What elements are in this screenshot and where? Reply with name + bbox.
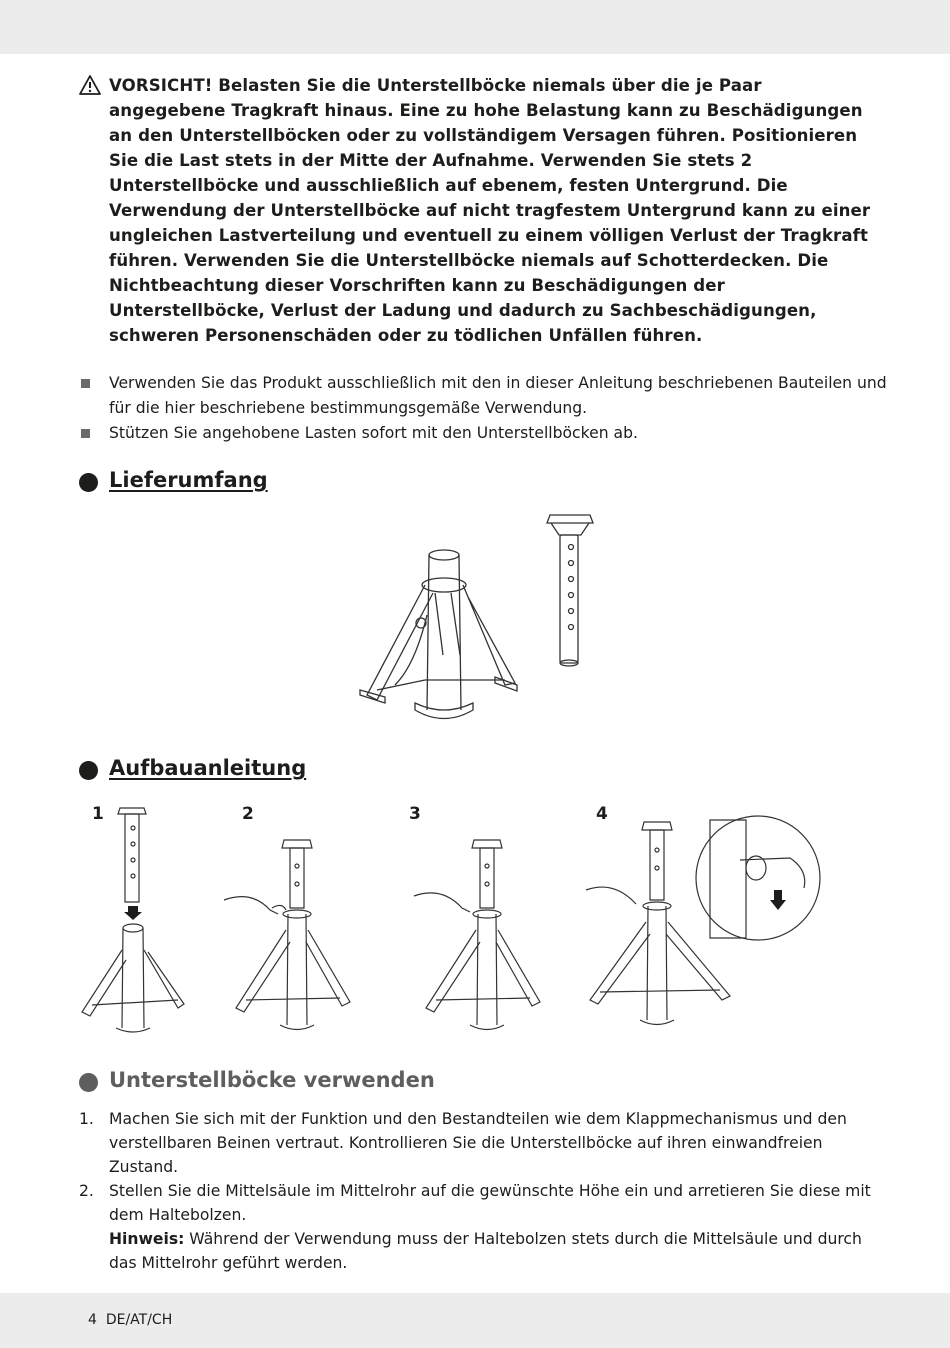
step-number: 1 (92, 804, 104, 824)
section-dot-icon (79, 473, 98, 492)
bullet-item (79, 421, 889, 446)
section-title: Unterstellböcke verwenden (109, 1068, 435, 1092)
list-text (109, 1179, 889, 1275)
page-number: 4 (88, 1312, 97, 1328)
arrow-down-icon (770, 890, 786, 910)
header-bar (0, 0, 950, 54)
list-number: 1. (79, 1110, 94, 1128)
center-column-drawing (547, 515, 593, 666)
step-number: 4 (596, 804, 608, 824)
step-2-illustration (222, 830, 352, 1035)
list-item (79, 1179, 889, 1275)
list-item (79, 1107, 889, 1179)
section-title: Lieferumfang (109, 468, 268, 492)
note-label: Hinweis: (109, 1230, 185, 1248)
step-number: 3 (409, 804, 421, 824)
list-number: 2. (79, 1182, 94, 1200)
detail-magnifier-circle (696, 816, 820, 940)
bullet-square-icon (81, 429, 90, 438)
section-dot-icon (79, 761, 98, 780)
delivery-illustration (355, 505, 615, 735)
list-text: Machen Sie sich mit der Funktion und den Bestandteilen wie dem Klappmechanismus und den verstellbaren Beinen vertraut. Kontrollieren Sie die Unterstellböcke auf ihren einwandfreien Zustand. (109, 1110, 847, 1176)
section-title: Aufbauanleitung (109, 756, 307, 780)
warning-block (79, 73, 879, 348)
bullet-text: Stützen Sie angehobene Lasten sofort mit den Unterstellböcken ab. (109, 424, 638, 442)
warning-text: VORSICHT! Belasten Sie die Unterstellböcke niemals über die je Paar angegebene Tragkraft hinaus. Eine zu hohe Belastung kann zu Beschädigungen an den Unterstellböcken oder zu vollständigem Versagen führen. Positionieren Sie die Last stets in der Mitte der Aufnahme. Verwenden Sie stets 2 Unterstellböcke und ausschließlich auf ebenem, festen Untergrund. Die Verwendung der Unterstellböcke auf nicht tragfestem Untergrund kann zu einer ungleichen Lastverteilung und eventuell zu einem völligen Verlust der Tragkraft führen. Verwenden Sie die Unterstellböcke niemals auf Schotterdecken. Die Nichtbeachtung dieser Vorschriften kann zu Beschädigungen der Unterstellböcke, Verlust der Ladung und dadurch zu Sachbeschädigungen, schweren Personenschäden oder zu tödlichen Unfällen führen. (109, 76, 871, 345)
arrow-down-icon (124, 906, 142, 920)
page-footer (88, 1312, 172, 1328)
section-dot-icon (79, 1073, 98, 1092)
note-text: Während der Verwendung muss der Haltebolzen stets durch die Mittelsäule und durch das Mittelrohr geführt werden. (109, 1230, 862, 1272)
bullet-text: Verwenden Sie das Produkt ausschließlich mit den in dieser Anleitung beschriebenen Bauteilen und für die hier beschriebene bestimmungsgemäße Verwendung. (109, 374, 887, 417)
warning-triangle-icon (79, 75, 101, 95)
step-number: 2 (242, 804, 254, 824)
step-4-illustration (580, 810, 830, 1035)
step-3-illustration (412, 830, 542, 1035)
stand-base-drawing (360, 550, 517, 719)
locale-label: DE/AT/CH (105, 1312, 173, 1328)
step-1-illustration (78, 800, 188, 1035)
bullet-item (79, 371, 889, 421)
bullet-square-icon (81, 379, 90, 388)
list-text-main: Stellen Sie die Mittelsäule im Mittelrohr auf die gewünschte Höhe ein und arretieren Sie diese mit dem Haltebolzen. (109, 1182, 871, 1224)
